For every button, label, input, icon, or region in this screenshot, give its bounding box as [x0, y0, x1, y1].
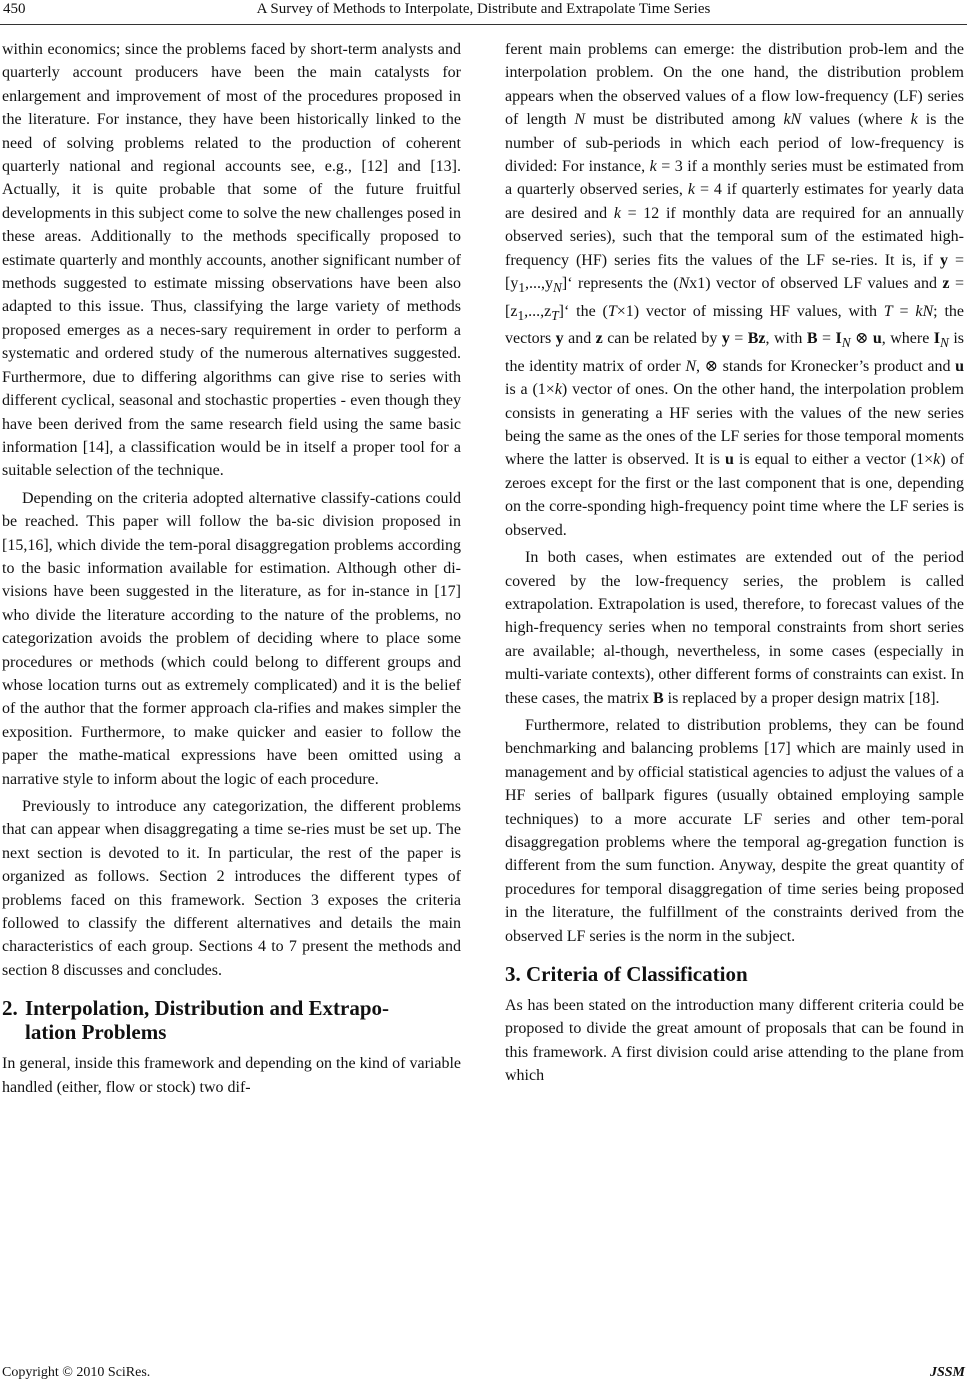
paragraph: Depending on the criteria adopted alternative classify-cations could be reached. This paper will follow the ba-sic division proposed in [15,16], which divide the tem-poral disaggregation problems according to the basic information available for estimation. Although other di-visions have been suggested in the literature, as for in-stance in [17] who divide the literature according to the nature of the problems, no categorization avoids the problem of deciding where to place some procedures or methods (which could belong to different groups and whose location turns out as extremely complicated) and it is the belief of the author that the former approach cla-rifies and makes simpler the exposition. Furthermore, to make quicker and easier to follow the paper the mathe-matical expressions have been omitted using a narrative style to inform about the logic of each procedure.	[2, 489, 461, 788]
section-title-line: lation Problems	[25, 1020, 167, 1045]
paragraph: Previously to introduce any categorization, the different problems that can appear when disaggregating a time se-ries must be set up. The next section is devoted to it. In particular, the rest of the paper is organized as follows. Section 2 introduces the different types of problems faced on this framework. Section 3 exposes the criteria followed to classify the different alternatives and details the main characteristics of each group. Sections 4 to 7 present the methods and section 8 discusses and concludes.	[2, 798, 461, 979]
copyright-notice: Copyright © 2010 SciRes.	[2, 1365, 151, 1380]
section-heading-2	[2, 996, 461, 1044]
paragraph: Furthermore, related to distribution problems, they can be found benchmarking and balancing problems [17] which are mainly used in management and by official statistical agencies to adjust the values of a HF series of ballpark figures (usually obtained employing sample techniques) to a more accurate LF series and other tem-poral disaggregation problems where the temporal ag-gregation function is different from the sum function. Anyway, despite the great quantity of procedures for temporal disaggregation of time series being proposed in the literature, the fulfillment of the constraints derived from the observed LF series is the norm in the subject.	[505, 716, 964, 945]
section-title-line: Interpolation, Distribution and Extrapo-	[25, 996, 390, 1021]
left-column	[2, 38, 461, 1099]
paragraph: As has been stated on the introduction many different criteria could be proposed to divide the great amount of proposals that can be found in this framework. A first division could arise attending to the plane from which	[505, 997, 964, 1085]
paragraph: In both cases, when estimates are extended out of the period covered by the low-frequency series, the problem is called extrapolation. Extrapolation is used, therefore, to forecast values of the high-frequency series when no temporal constraints from short series are available; al-though, nevertheless, in some cases (especially in multi-variate contexts), other different forms of constraints can exist. In these cases, the matrix B is replaced by a proper design matrix [18].	[505, 549, 964, 707]
section-heading-3: 3. Criteria of Classification	[505, 962, 748, 986]
paragraph: ferent main problems can emerge: the distribution prob-lem and the interpolation problem. On the one hand, the distribution problem appears when the observed values of a flow low-frequency (LF) series of length N must be distributed among kN values (where k is the number of sub-periods in which each period of low-frequency is divided: For instance, k = 3 if a monthly series must be estimated from a quarterly observed series, k = 4 if quarterly estimates for yearly data are desired and k = 12 if monthly data are required for an annually observed series), such that the temporal sum of the estimated high-frequency (HF) series fits the values of the LF se-ries. It is, if $y = [y_1,...,y_N]‘$ represents the (Nx1) vector of observed LF values and $z = [z_1,...,z_T]‘$ the (T×1) vector of missing HF values, with T = kN; the vectors y and z can be related by y = Bz, with $B = I_N$ ⊗ u, where $I_N$ is the identity matrix of order N, ⊗ stands for Kronecker’s product and u is a (1×k) vector of ones. On the other hand, the interpolation problem consists in generating a HF series with the values of the new series being the same as the ones of the LF series for those temporal moments where the latter is observed. It is u is equal to either a vector (1×k) of zeroes except for the first or the last component that is one, depending on the corre-sponding high-frequency point time where the LF series is observed.	[505, 41, 965, 539]
header-rule	[0, 24, 967, 25]
section-number: 2.	[2, 996, 18, 1021]
paragraph: In general, inside this framework and depending on the kind of variable handled (either, flow or stock) two dif-	[2, 1055, 461, 1096]
paragraph: within economics; since the problems faced by short-term analysts and quarterly account producers have been the main catalysts for enlargement and improvement of most of the procedures proposed in the literature. For instance, they have been historically linked to the need of solving problems related to the production of coherent quarterly national and regional accounts see, e.g., [12] and [13]. Actually, it is quite probable that some of the future fruitful developments in this subject come to solve the new challenges posed in these areas. Additionally to the methods specifically proposed to estimate quarterly and monthly accounts, another significant number of methods suggested to estimate missing observations have been also adapted to this issue. Thus, classifying the large variety of methods proposed emerges as a neces-sary requirement in order to perform a systematic and ordered study of the numerous alternatives suggested. Furthermore, due to differing algorithms can give rise to series with different cyclical, seasonal and stochastic properties - even though they have been derived from the same research field using the same basic information [14], a classification would be in itself a proper tool for a suitable selection of the technique.	[2, 41, 461, 480]
page-footer	[0, 1364, 967, 1384]
journal-name: JSSM	[929, 1365, 965, 1380]
right-column	[505, 38, 964, 1088]
page-number: 450	[3, 1, 26, 17]
page-header	[0, 0, 967, 26]
running-title: A Survey of Methods to Interpolate, Distribute and Extrapolate Time Series	[256, 1, 711, 17]
